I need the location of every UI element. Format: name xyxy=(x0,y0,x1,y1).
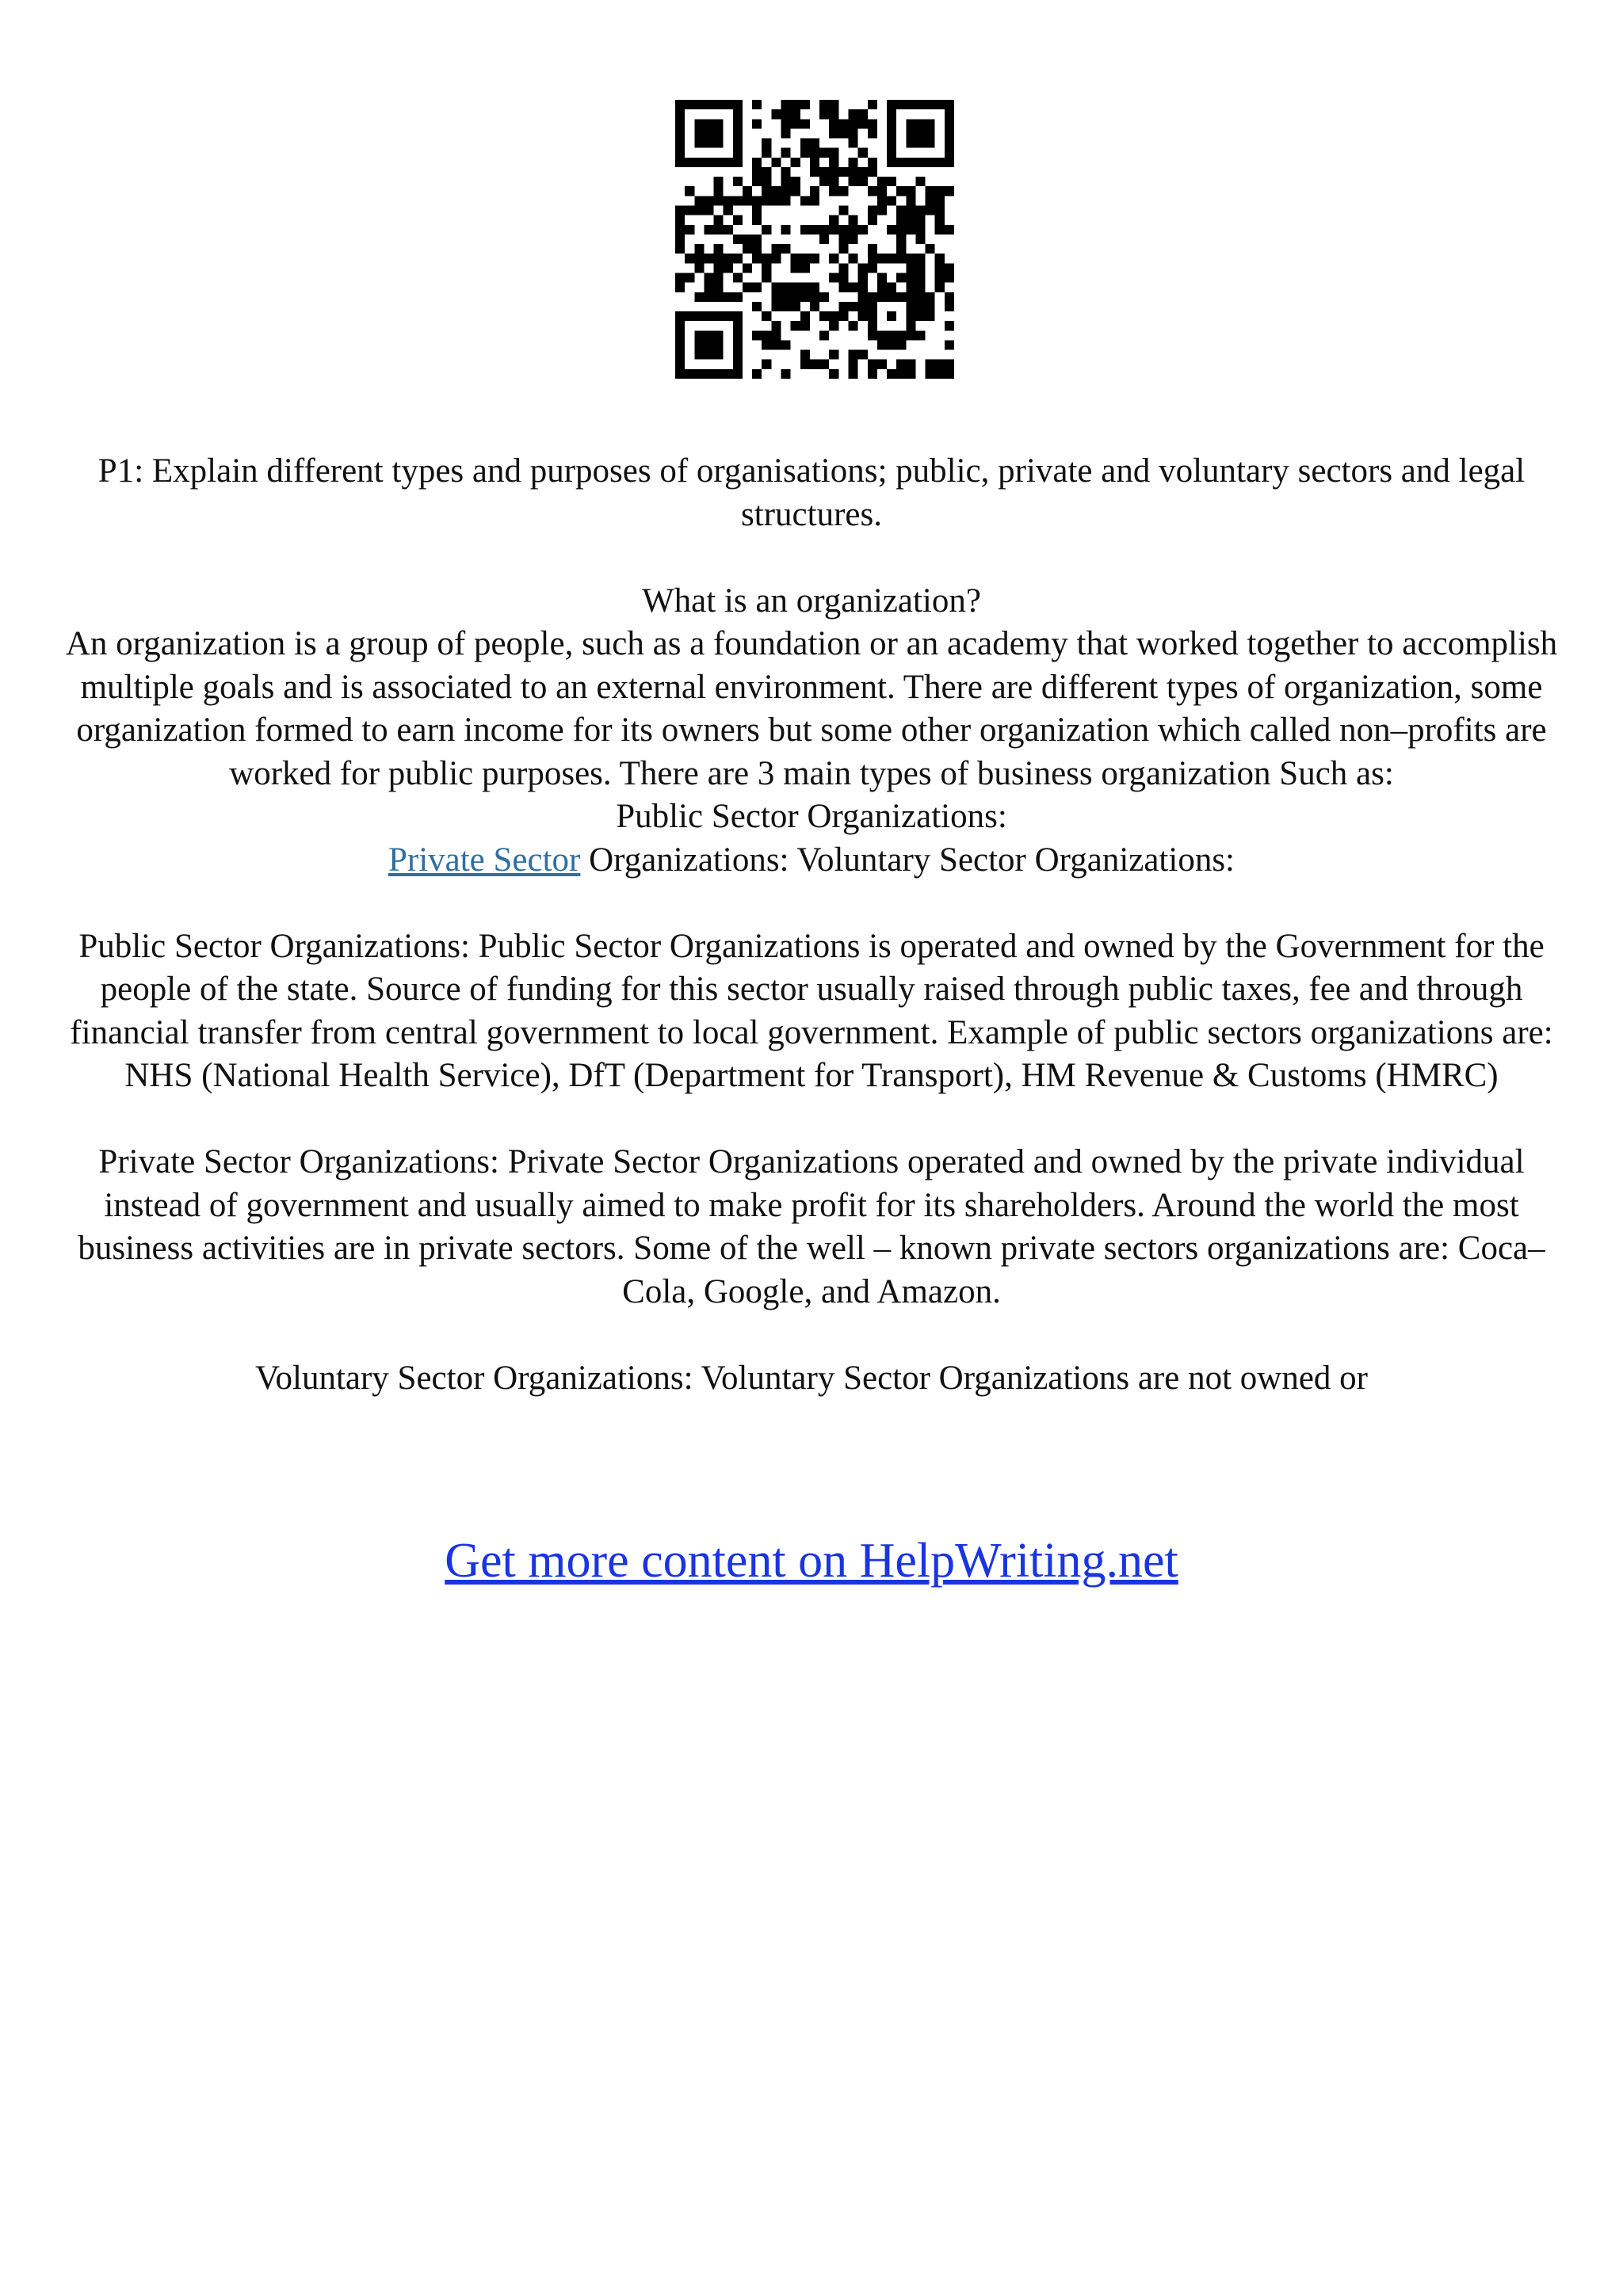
cta-link[interactable]: Get more content on HelpWriting.net xyxy=(445,1534,1178,1588)
document-heading: P1: Explain different types and purposes of organisations; public, private and voluntary sectors and legal structures. xyxy=(97,452,1526,533)
cta-container xyxy=(0,1529,1623,1592)
voluntary-sector-paragraph: Voluntary Sector Organizations: Voluntary Sector Organizations are not owned or xyxy=(255,1359,1368,1397)
private-sector-paragraph: Private Sector Organizations: Private Sector Organizations operated and owned by the private individual instead of government and usually aimed to make profit for its shareholders. Around the world the most business activities are in private sectors. Some of the well – known private sectors organizations are: Coca–Cola, Google, and Amazon. xyxy=(78,1143,1545,1310)
document-body xyxy=(55,450,1568,1400)
types-public: Public Sector Organizations: xyxy=(616,798,1007,835)
types-line xyxy=(55,839,1568,883)
qr-code xyxy=(675,100,954,379)
private-sector-link[interactable]: Private Sector xyxy=(388,841,581,879)
intro-paragraph: An organization is a group of people, such as a foundation or an academy that worked together to accomplish multiple goals and is associated to an external environment. There are different types of organization, some organization formed to earn income for its owners but some other organization which called non–profits are worked for public purposes. There are 3 main types of business organization Such as: xyxy=(65,625,1558,792)
types-line-rest: Organizations: Voluntary Sector Organizations: xyxy=(580,841,1235,879)
question-heading: What is an organization? xyxy=(642,582,981,620)
public-sector-paragraph: Public Sector Organizations: Public Sector Organizations is operated and owned by the Government for the people of the state. Source of funding for this sector usually raised through public taxes, fee and through financial transfer from central government to local government. Example of public sectors organizations are: NHS (National Health Service), DfT (Department for Transport), HM Revenue & Customs (HMRC) xyxy=(70,927,1553,1094)
